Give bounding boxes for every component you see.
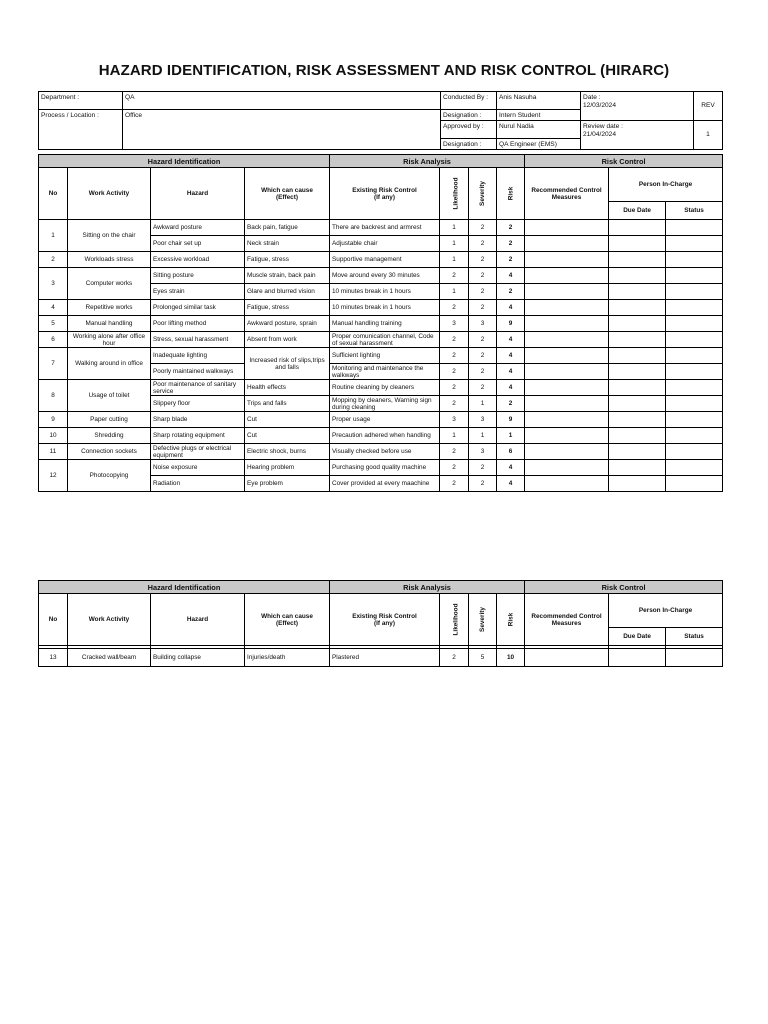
col-likelihood: Likelihood bbox=[440, 594, 469, 646]
col-work-activity: Work Activity bbox=[68, 594, 151, 646]
table-row: 4 Repetitive works Prolonged similar task Fatigue, stress 10 minutes break in 1 hours 2 2 4 bbox=[39, 300, 723, 316]
col-person-in-charge: Person In-Charge bbox=[609, 168, 723, 202]
designation2-label: Designation : bbox=[441, 139, 497, 150]
col-due-date: Due Date bbox=[609, 202, 666, 220]
group-risk-control: Risk Control bbox=[525, 581, 723, 594]
table-row: 11 Connection sockets Defective plugs or electrical equipment Electric shock, burns Visually checked before use 2 3 6 bbox=[39, 444, 723, 460]
group-hazard-identification: Hazard Identification bbox=[39, 155, 330, 168]
col-hazard: Hazard bbox=[151, 168, 245, 220]
date-cell bbox=[581, 92, 694, 121]
group-risk-control: Risk Control bbox=[525, 155, 723, 168]
table-row: 13 Cracked wall/beam Building collapse Injuries/death Plastered 2 5 10 bbox=[39, 649, 723, 667]
table-row: 8 Usage of toilet Poor maintenance of sanitary service Health effects Routine cleaning by cleaners 2 2 4 bbox=[39, 380, 723, 396]
col-existing-control: Existing Risk Control (If any) bbox=[330, 594, 440, 646]
col-severity: Severity bbox=[469, 168, 497, 220]
col-due-date: Due Date bbox=[609, 628, 666, 646]
table-row: 1 Sitting on the chair Awkward posture Back pain, fatigue There are backrest and armrest 1 2 2 bbox=[39, 220, 723, 236]
table-page-1-clip bbox=[0, 154, 768, 498]
table-row: 10 Shredding Sharp rotating equipment Cut Precaution adhered when handling 1 1 1 bbox=[39, 428, 723, 444]
col-effect: Which can cause (Effect) bbox=[245, 168, 330, 220]
col-work-activity: Work Activity bbox=[68, 168, 151, 220]
col-no: No bbox=[39, 594, 68, 646]
conducted-value: Anis Nasuha bbox=[497, 92, 581, 110]
table-row: 2 Workloads stress Excessive workload Fatigue, stress Supportive management 1 2 2 bbox=[39, 252, 723, 268]
col-severity: Severity bbox=[469, 594, 497, 646]
col-hazard: Hazard bbox=[151, 594, 245, 646]
col-no: No bbox=[39, 168, 68, 220]
department-value: QA bbox=[123, 92, 441, 110]
approved-value: Nurul Nadia bbox=[497, 121, 581, 139]
process-label: Process / Location : bbox=[39, 110, 123, 150]
col-existing-control: Existing Risk Control (If any) bbox=[330, 168, 440, 220]
col-recommended: Recommended Control Measures bbox=[525, 594, 609, 646]
date-value: 12/03/2024 bbox=[583, 102, 617, 109]
col-status: Status bbox=[666, 628, 723, 646]
date-label: Date : bbox=[583, 94, 601, 101]
col-status: Status bbox=[666, 202, 723, 220]
group-risk-analysis: Risk Analysis bbox=[330, 581, 525, 594]
rev-value: 1 bbox=[694, 121, 723, 150]
table-row: 12 Photocopying Noise exposure Hearing problem Purchasing good quality machine 2 2 4 bbox=[39, 460, 723, 476]
table-row: 9 Paper cutting Sharp blade Cut Proper usage 3 3 9 bbox=[39, 412, 723, 428]
table-row: 6 Working alone after office hour Stress, sexual harassment Absent from work Proper comunication channel, Code of sexual harassment 2 2 4 bbox=[39, 332, 723, 348]
table-row: 5 Manual handling Poor lifting method Awkward posture, sprain Manual handling training 3 3 9 bbox=[39, 316, 723, 332]
info-table bbox=[38, 91, 723, 150]
table-row: Radiation Eye problem Cover provided at every maachine 2 2 4 bbox=[39, 476, 723, 492]
approved-label: Approved by : bbox=[441, 121, 497, 139]
designation1-value: Intern Student bbox=[497, 110, 581, 121]
process-value: Office bbox=[123, 110, 441, 150]
table-row: 3 Computer works Sitting posture Muscle strain, back pain Move around every 30 minutes 2 2 4 bbox=[39, 268, 723, 284]
rev-label: REV bbox=[694, 92, 723, 121]
group-hazard-identification: Hazard Identification bbox=[39, 581, 330, 594]
col-risk: Risk bbox=[497, 594, 525, 646]
review-cell bbox=[581, 121, 694, 150]
table-row: 7 Walking around in office Inadequate lighting Increased risk of slips,trips and falls Sufficient lighting 2 2 4 bbox=[39, 348, 723, 364]
col-effect: Which can cause (Effect) bbox=[245, 594, 330, 646]
table-row: Slippery floor Trips and falls Mopping by cleaners, Warning sign during cleaning 2 1 2 bbox=[39, 396, 723, 412]
col-risk: Risk bbox=[497, 168, 525, 220]
hirarc-table-page-2 bbox=[38, 580, 723, 667]
designation2-value: QA Engineer (EMS) bbox=[497, 139, 581, 150]
review-label: Review date : bbox=[583, 123, 623, 130]
col-recommended: Recommended Control Measures bbox=[525, 168, 609, 220]
group-risk-analysis: Risk Analysis bbox=[330, 155, 525, 168]
col-likelihood: Likelihood bbox=[440, 168, 469, 220]
col-person-in-charge: Person In-Charge bbox=[609, 594, 723, 628]
table-row: Poor chair set up Neck strain Adjustable chair 1 2 2 bbox=[39, 236, 723, 252]
table-row: Poorly maintained walkways Monitoring and maintenance the walkways 2 2 4 bbox=[39, 364, 723, 380]
document-title: HAZARD IDENTIFICATION, RISK ASSESSMENT AND RISK CONTROL (HIRARC) bbox=[98, 62, 670, 79]
conducted-label: Conducted By : bbox=[441, 92, 497, 110]
designation1-label: Designation : bbox=[441, 110, 497, 121]
department-label: Department : bbox=[39, 92, 123, 110]
hirarc-table-page-1 bbox=[38, 154, 723, 492]
table-row: Eyes strain Glare and blurred vision 10 minutes break in 1 hours 1 2 2 bbox=[39, 284, 723, 300]
review-value: 21/04/2024 bbox=[583, 131, 617, 138]
